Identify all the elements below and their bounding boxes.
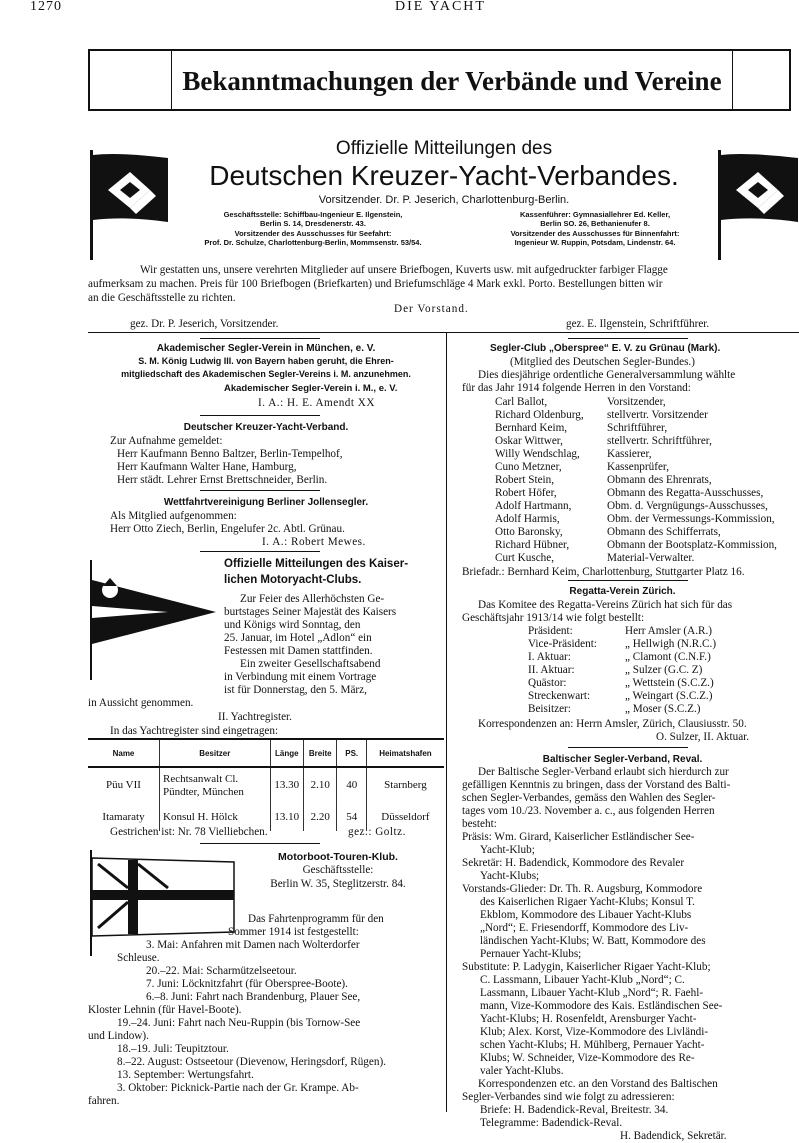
text-line: Vorstands-Glieder: Dr. Th. R. Augsburg, Kommodore [462,883,703,895]
board-member-name: Willy Wendschlag, [495,448,580,460]
banner-title: Bekanntmachungen der Verbände und Vereine [182,66,722,96]
committee-role: II. Aktuar: [528,664,575,676]
committee-member: „ Clamont (C.N.F.) [625,651,711,663]
text-line: Lassmann, Libauer Yacht-Klub „Nord“; R. Faehl- [480,987,704,999]
club-flag-right [716,150,798,260]
text-line: schen Segler-Verbandes, gemäss den Wahlen des Segler- [462,792,716,804]
board-member-role: Obmann des Ehrenrats, [607,474,712,486]
table-row: Itamaraty Konsul H. Hölck 13.10 2.20 54 Düsseldorf [88,803,444,831]
committee-role: Streckenwart: [528,690,591,702]
text-line: Substitute: P. Ladygin, Kaiserlicher Rigaer Yacht-Klub; [462,961,711,973]
board-member-role: Vorsitzender, [607,396,666,408]
text-line: Yacht-Klub; [480,844,535,856]
board-member-name: Carl Ballot, [495,396,548,408]
text-line: gefälligen Kenntnis zu bringen, dass der Vorstand des Balti- [462,779,731,791]
committee-role: Beisitzer: [528,703,571,715]
board-member-role: Kassierer, [607,448,652,460]
dkyv-line1: Offizielle Mitteilungen des [335,138,553,159]
committee-role: Präsident: [528,625,573,637]
club-flag-left [88,150,172,260]
committee-member: Herr Amsler (A.R.) [625,625,712,637]
section-title: Baltischer Segler-Verband, Reval. [542,754,703,765]
motoryacht-club-pennant [88,560,218,680]
board-member-role: Material-Verwalter. [607,552,695,564]
text-line: Yacht-Klubs; H. Rosenfeldt, Arensburger Yacht- [480,1013,697,1025]
text-line: schen Yacht-Klubs; H. Mühlberg, Pernauer Yacht- [480,1039,705,1051]
board-member-name: Richard Hübner, [495,539,570,551]
board-member-name: Cuno Metzner, [495,461,562,473]
text-line: Klub; Alex. Korst, Vize-Kommodore des Livländi- [480,1026,709,1038]
dkyv-chair: Vorsitzender. Dr. P. Jeserich, Charlottenburg-Berlin. [318,194,570,206]
committee-member: „ Sulzer (G.C. Z) [625,664,703,676]
dkyv-line2: Deutschen Kreuzer-Yacht-Verbandes. [209,160,679,191]
board-member-role: stellvertr. Vorsitzender [607,409,708,421]
committee-member: „ Moser (S.C.Z.) [625,703,701,715]
committee-role: Vice-Präsident: [528,638,597,650]
board-member-name: Robert Höfer, [495,487,557,499]
text-line: ländischen Yacht-Klubs; W. Batt, Kommodore des [480,935,706,947]
text-line: Pernauer Yacht-Klubs; [480,948,582,960]
committee-role: Quästor: [528,677,567,689]
board-member-name: Otto Baronsky, [495,526,563,538]
board-member-role: stellvertr. Schriftführer, [607,435,712,447]
text-line: C. Lassmann, Libauer Yacht-Klub „Nord“; C. [480,974,685,986]
board-member-role: Obmann des Schifferrats, [607,526,721,538]
text-line: mann, Vize-Kommodore des Kais. Estländischen See- [480,1000,723,1012]
board-member-role: Obmann der Bootsplatz-Kommission, [607,539,777,551]
board-member-role: Obm. der Vermessungs-Kommission, [607,513,775,525]
text-line: tages vom 10./23. November a. c., aus folgenden Herren [462,805,715,817]
board-member-name: Richard Oldenburg, [495,409,584,421]
text-line: Klubs; W. Schneider, Vize-Kommodore des Re- [480,1052,695,1064]
page-number: 1270 [30,0,62,14]
sig-right: gez. E. Ilgenstein, Schriftführer. [566,318,710,330]
board-member-name: Curt Kusche, [495,552,555,564]
text-line: Telegramme: Badendick-Reval. [480,1117,623,1129]
journal-title: DIE YACHT [395,0,486,14]
yacht-register-table: Name Besitzer Länge Breite PS. Heimatshafen Püu VII Rechtsanwalt Cl. Pündter, München 13.30 2.10 40 Starnberg Itamaraty Konsul H. Hölck 13.10 2.20 54 Düsseldorf [88,738,444,831]
notice-board: Der Vorstand. [394,303,469,315]
text-line: Briefe: H. Badendick-Reval, Breitestr. 34. [480,1104,669,1116]
board-member-role: Obm. d. Vergnügungs-Ausschusses, [607,500,768,512]
text-line: Präsis: Wm. Girard, Kaiserlicher Estländischer See- [462,831,695,843]
committee-member: „ Hellwigh (N.R.C.) [625,638,717,650]
table-row: Püu VII Rechtsanwalt Cl. Pündter, München 13.30 2.10 40 Starnberg [88,767,444,803]
board-member-name: Adolf Harmis, [495,513,560,525]
board-member-name: Robert Stein, [495,474,555,486]
committee-role: I. Aktuar: [528,651,571,663]
text-line: besteht: [462,818,497,830]
board-member-role: Kassenprüfer, [607,461,669,473]
text-line: Sekretär: H. Badendick, Kommodore des Revaler [462,857,685,869]
text-line: des Kaiserlichen Rigaer Yacht-Klubs; Konsul T. [480,896,695,908]
text-line: Der Baltische Segler-Verband erlaubt sich hierdurch zur [478,766,729,778]
board-member-role: Obmann des Regatta-Ausschusses, [607,487,764,499]
board-member-name: Bernhard Keim, [495,422,568,434]
text-line: H. Badendick, Sekretär. [620,1130,727,1142]
sig-left: gez. Dr. P. Jeserich, Vorsitzender. [130,318,279,330]
text-line: Yacht-Klubs; [480,870,540,882]
text-line: Segler-Verbandes sind wie folgt zu adressieren: [462,1091,675,1103]
text-line: Korrespondenzen etc. an den Vorstand des Baltischen [478,1078,718,1090]
board-member-name: Oskar Wittwer, [495,435,563,447]
committee-member: „ Weingart (S.C.Z.) [625,690,713,702]
text-line: „Nord“; E. Friesendorff, Kommodore des Liv- [480,922,689,934]
committee-member: „ Wettstein (S.C.Z.) [625,677,714,689]
text-line: valer Yacht-Klubs. [480,1065,564,1077]
text-line: Ekblom, Kommodore des Libauer Yacht-Klubs [480,909,692,921]
board-member-name: Adolf Hartmann, [495,500,572,512]
board-member-role: Schriftführer, [607,422,668,434]
